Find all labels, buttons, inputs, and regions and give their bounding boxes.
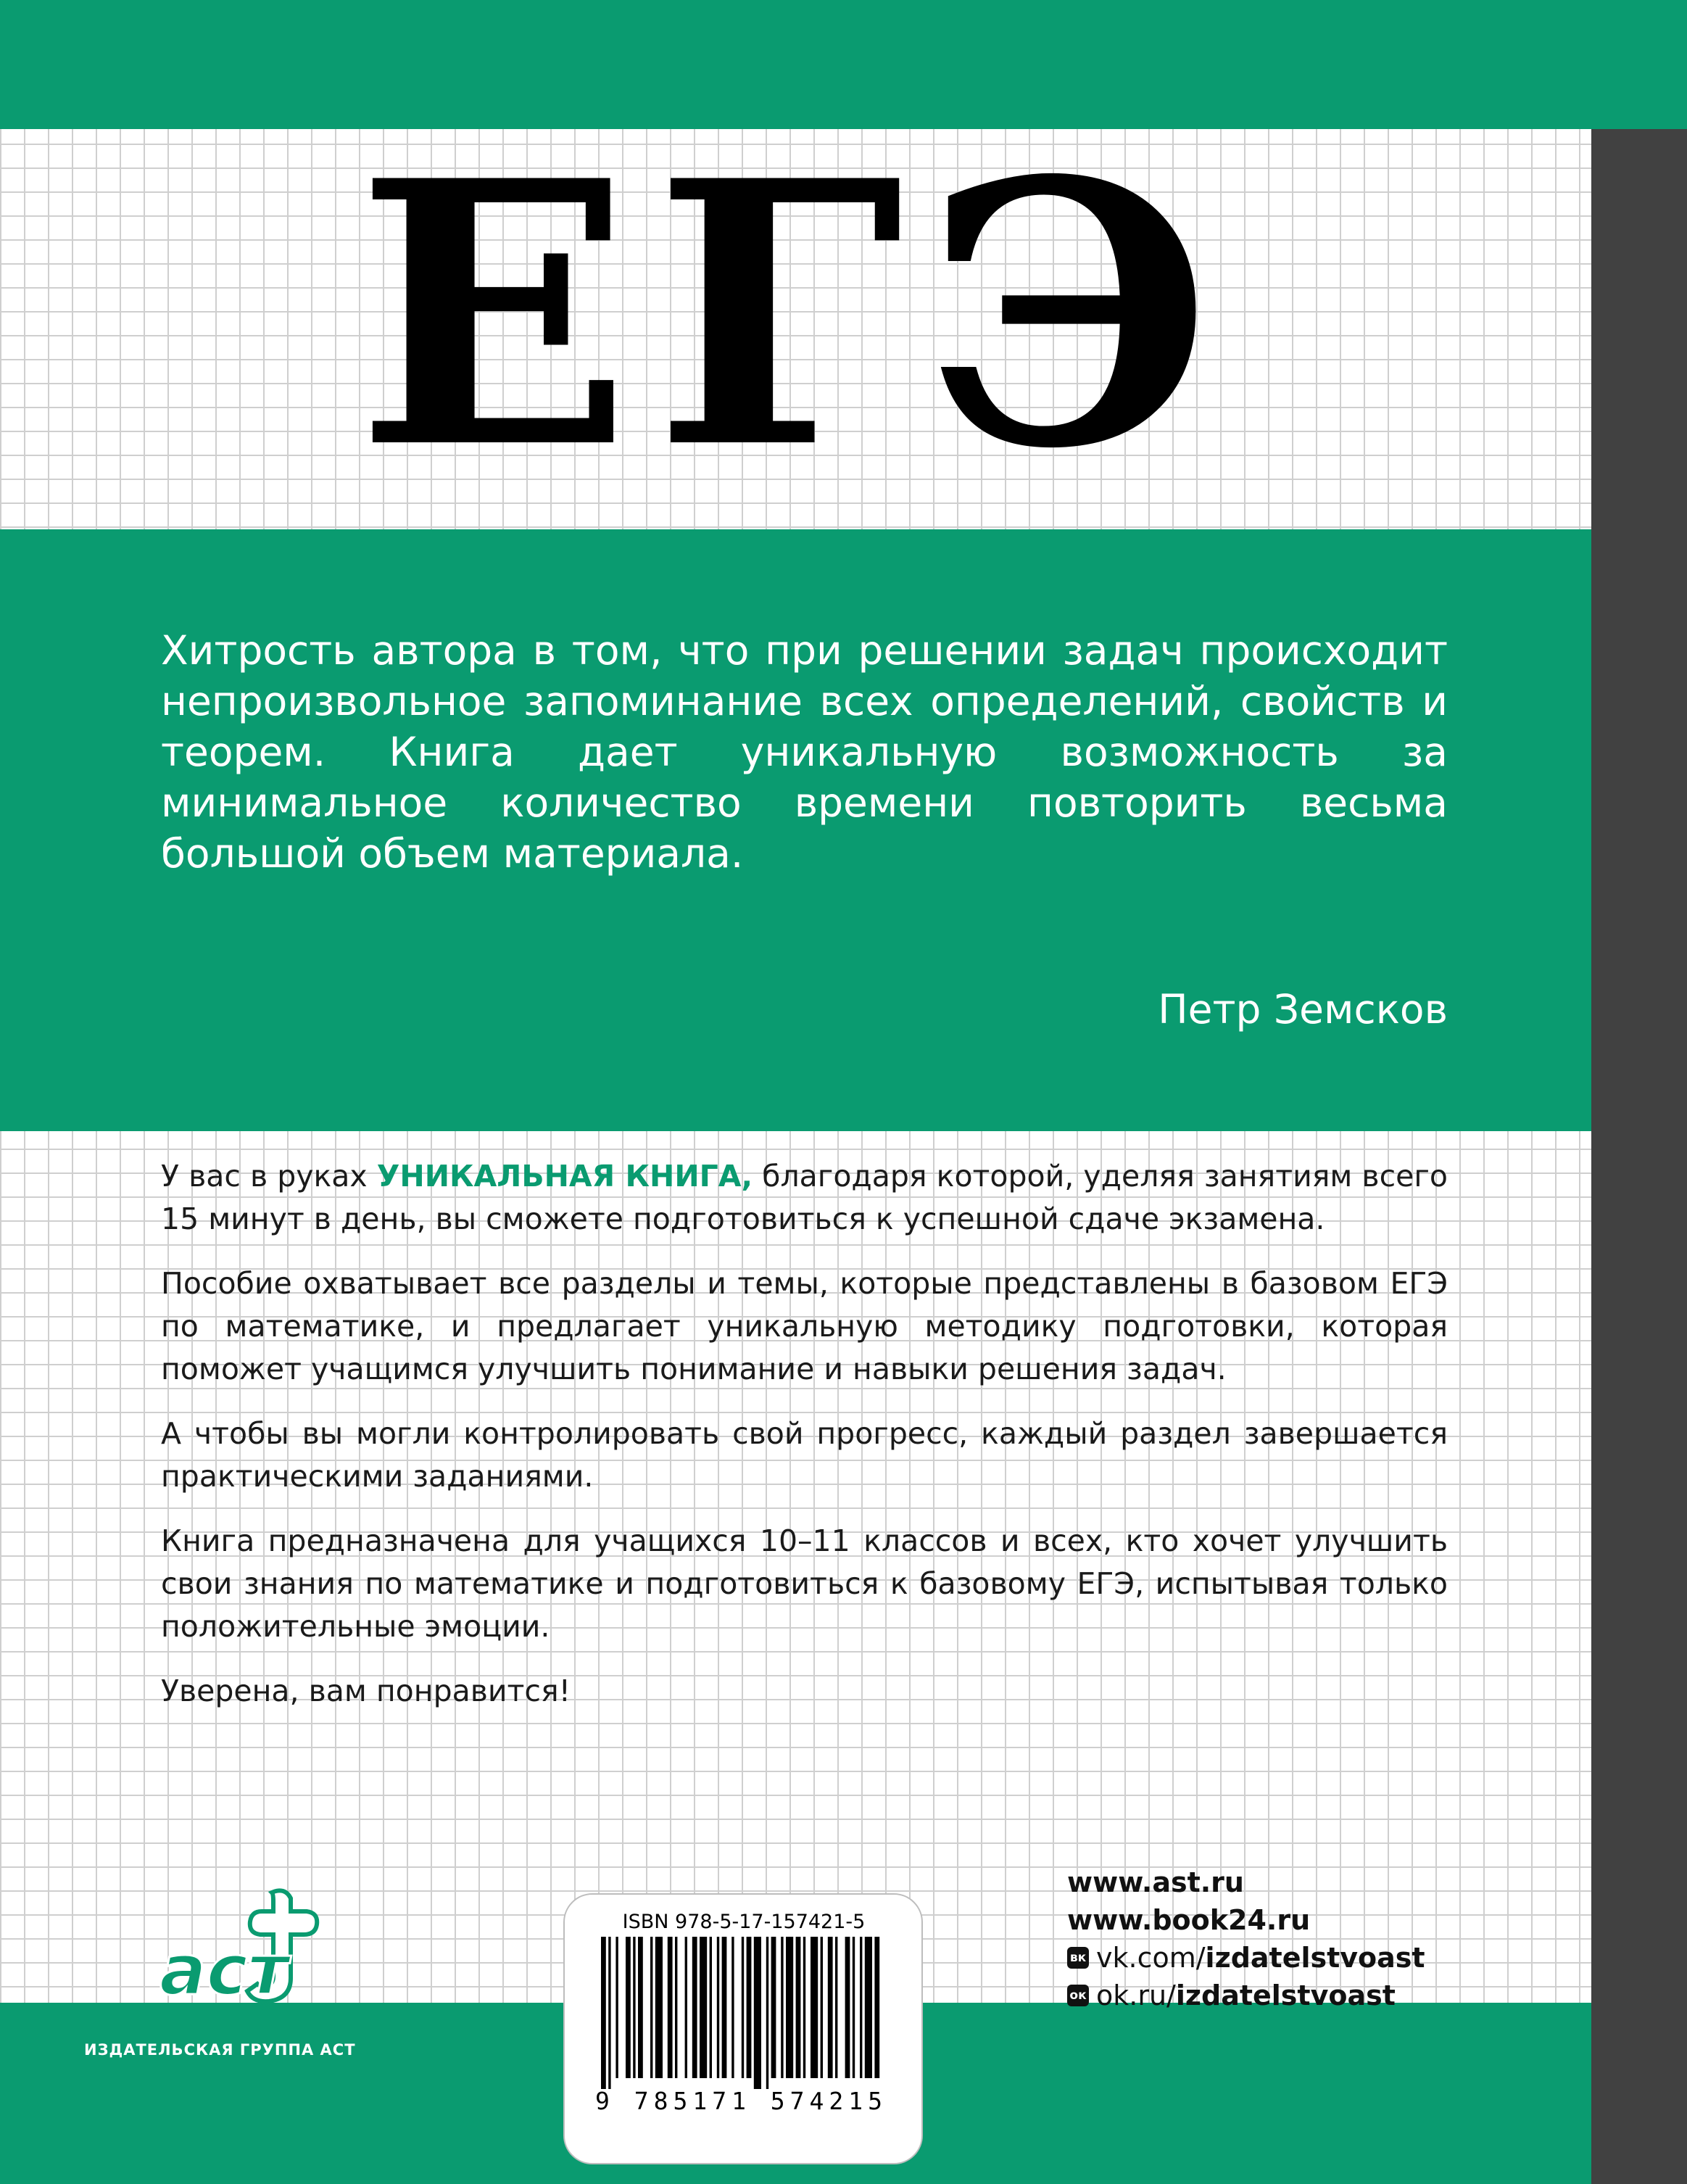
publisher-logo bbox=[138, 1885, 355, 2016]
barcode-bar bbox=[796, 1937, 801, 2078]
publisher-label: ИЗДАТЕЛЬСКАЯ ГРУППА АСТ bbox=[84, 2041, 356, 2059]
barcode-bar bbox=[766, 1937, 768, 2089]
vk-icon: вк bbox=[1067, 1947, 1089, 1969]
barcode-box bbox=[563, 1893, 923, 2164]
barcode-digits: 9 785171 574215 bbox=[595, 2087, 888, 2115]
description-paragraph-1 bbox=[161, 1155, 1448, 1241]
barcode-bar bbox=[786, 1937, 793, 2078]
barcode-bar bbox=[700, 1937, 707, 2078]
description-paragraph-2: Пособие охватывает все разделы и темы, которые представлены в базовом ЕГЭ по математике, и предлагает уникальную методику подготовки, которая поможет учащимся улучшить понимание и навыки решения задач. bbox=[161, 1266, 1448, 1386]
barcode-bar bbox=[633, 1937, 635, 2078]
cover-title: ЕГЭ bbox=[355, 102, 1236, 528]
barcode-bar bbox=[626, 1937, 631, 2078]
barcode-bar bbox=[865, 1937, 872, 2078]
barcode-bar bbox=[601, 1937, 606, 2089]
description bbox=[161, 1155, 1448, 1734]
barcode-bar bbox=[747, 1937, 752, 2078]
barcode-bar bbox=[608, 1937, 610, 2089]
barcode-bar bbox=[685, 1937, 687, 2078]
barcode-bar bbox=[803, 1937, 805, 2078]
barcode-bar bbox=[811, 1937, 818, 2078]
links bbox=[1067, 1864, 1425, 2014]
link-ok-prefix: ok.ru/ bbox=[1096, 1980, 1176, 2011]
description-paragraph-5: Уверена, вам понравится! bbox=[161, 1674, 571, 1708]
odnoklassniki-icon: ок bbox=[1067, 1985, 1089, 2006]
barcode-bar bbox=[638, 1937, 643, 2078]
barcode-bar bbox=[874, 1937, 879, 2078]
barcode-bar bbox=[710, 1937, 712, 2078]
description-p1-end: благодаря которой, уделяя занятиям всего 15 минут в день, вы сможете подготовиться к успешной сдаче экзамена. bbox=[161, 1159, 1448, 1236]
barcode-bar bbox=[828, 1937, 833, 2078]
link-vk-prefix: vk.com/ bbox=[1096, 1942, 1206, 1974]
barcode-bar bbox=[845, 1937, 850, 2078]
link-vk[interactable] bbox=[1067, 1939, 1425, 1977]
description-paragraph-4: Книга предназначена для учащихся 10–11 классов и всех, кто хочет улучшить свои знания по математике и подготовиться к базовому ЕГЭ, испытывая только положительные эмоции. bbox=[161, 1523, 1448, 1644]
link-ok[interactable] bbox=[1067, 1977, 1425, 2014]
link-ast-site-text: www.ast.ru bbox=[1067, 1866, 1244, 1898]
barcode-bar bbox=[615, 1937, 618, 2078]
spine-bar bbox=[1591, 129, 1687, 2184]
barcode-bar bbox=[821, 1937, 823, 2078]
barcode-bar bbox=[860, 1937, 862, 2078]
quote-block bbox=[0, 529, 1591, 1131]
barcode-bar bbox=[853, 1937, 855, 2078]
barcode-bar bbox=[722, 1937, 727, 2078]
link-book24-site[interactable] bbox=[1067, 1901, 1425, 1939]
barcode-bar bbox=[655, 1937, 663, 2078]
barcode-bar bbox=[675, 1937, 677, 2078]
barcode bbox=[601, 1937, 884, 2089]
barcode-bar bbox=[731, 1937, 734, 2078]
barcode-bar bbox=[754, 1937, 761, 2089]
barcode-bar bbox=[650, 1937, 652, 2078]
barcode-bar bbox=[771, 1937, 776, 2078]
highlight-unique-book: УНИКАЛЬНАЯ КНИГА, bbox=[376, 1159, 753, 1194]
link-ok-handle: izdatelstvoast bbox=[1175, 1980, 1396, 2011]
link-ast-site[interactable] bbox=[1067, 1864, 1425, 1901]
isbn-label: ISBN 978-5-17-157421-5 bbox=[622, 1911, 866, 1933]
barcode-bar bbox=[668, 1937, 673, 2078]
barcode-bar bbox=[742, 1937, 744, 2078]
barcode-bar bbox=[781, 1937, 783, 2078]
description-paragraph-3: А чтобы вы могли контролировать свой прогресс, каждый раздел завершается практическими заданиями. bbox=[161, 1416, 1448, 1494]
quote-text: Хитрость автора в том, что при решении задач происходит непроизвольное запоминание всех определений, свойств и теорем. Книга дает уникальную возможность за минимальное количество времени повторить весьма большой объем материала. bbox=[161, 627, 1448, 877]
logo-text: аст bbox=[159, 1929, 289, 2011]
description-p1-start: У вас в руках bbox=[161, 1159, 377, 1194]
link-vk-handle: izdatelstvoast bbox=[1205, 1942, 1425, 1974]
barcode-bar bbox=[692, 1937, 697, 2078]
link-book24-site-text: www.book24.ru bbox=[1067, 1904, 1311, 1936]
barcode-bar bbox=[835, 1937, 837, 2078]
quote-author: Петр Земсков bbox=[1158, 986, 1448, 1033]
barcode-bar bbox=[717, 1937, 719, 2078]
